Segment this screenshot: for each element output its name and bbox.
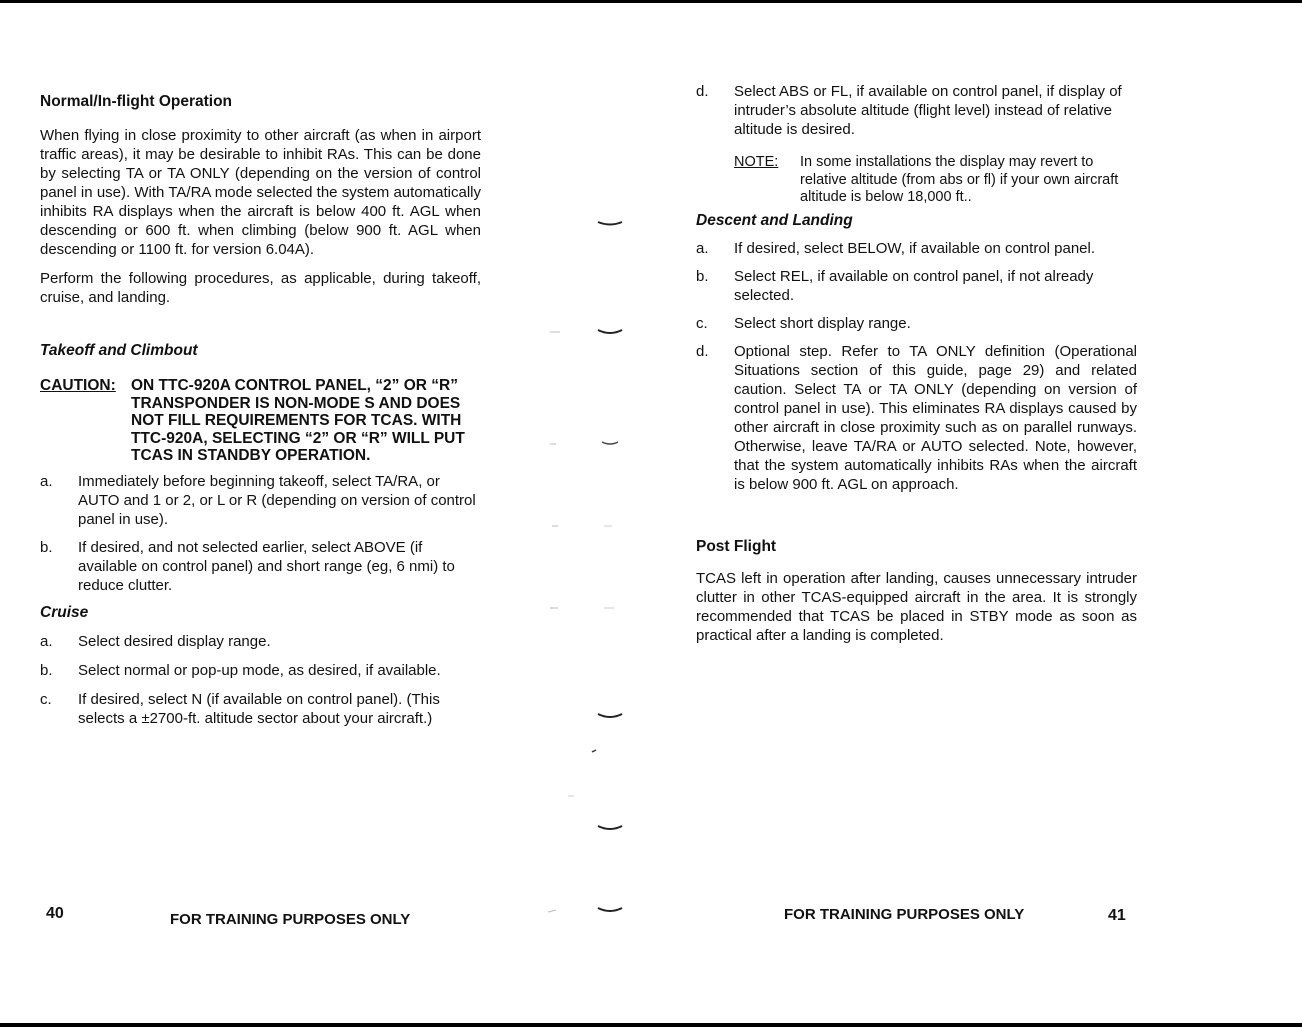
- list-item: [696, 239, 1137, 258]
- list-item: [40, 661, 481, 680]
- list-item-letter: d.: [696, 83, 709, 100]
- list-item: [40, 632, 481, 651]
- note-label: NOTE:: [734, 154, 779, 170]
- intro-paragraph: When flying in close proximity to other aircraft (as when in airport traffic areas), it may be desirable to inhibit RAs. This can be done by selecting TA or TA ONLY (depending on the version of control panel in use). With TA/RA mode selected the system automatically inhibits RA displays when the aircraft is below 400 ft. AGL when descending or 600 ft. when climbing (below 900 ft. AGL when descending or 1100 ft. for version 6.04A).: [40, 127, 481, 258]
- list-item-text: Select short display range.: [734, 314, 911, 332]
- section-heading-cruise: Cruise: [40, 603, 89, 621]
- list-item-text: If desired, select N (if available on control panel). (This selects a ±2700-ft. altitude sector about your aircraft.): [78, 690, 440, 727]
- post-flight-paragraph: TCAS left in operation after landing, causes unnecessary intruder clutter in other TCAS-equipped aircraft in the area. It is strongly recommended that TCAS be placed in STBY mode as soon as practical after a landing is completed.: [696, 569, 1137, 644]
- list-item-text: Select desired display range.: [78, 632, 271, 650]
- scan-speck: [548, 910, 556, 912]
- footer-text-right: FOR TRAINING PURPOSES ONLY: [784, 906, 1025, 923]
- list-item-letter: b.: [40, 661, 53, 679]
- page-number-right: 41: [1108, 907, 1126, 924]
- list-item-letter: c.: [696, 314, 708, 332]
- note-text: In some installations the display may revert to relative altitude (from abs or fl) if your own aircraft altitude is below 18,000 ft..: [800, 154, 1119, 205]
- list-item-letter: a.: [696, 239, 709, 257]
- footer-text-left: FOR TRAINING PURPOSES ONLY: [170, 911, 411, 928]
- list-item: [696, 342, 1137, 494]
- section-heading-takeoff: Takeoff and Climbout: [40, 342, 198, 359]
- list-item-letter: d.: [696, 342, 709, 360]
- list-item-text: Immediately before beginning takeoff, select TA/RA, or AUTO and 1 or 2, or L or R (depending on version of control panel in use).: [78, 472, 476, 528]
- procedures-paragraph: Perform the following procedures, as applicable, during takeoff, cruise, and landing.: [40, 270, 481, 306]
- list-item: [696, 314, 1137, 333]
- list-item-letter: c.: [40, 690, 52, 708]
- list-item-text: If desired, and not selected earlier, select ABOVE (if available on control panel) and short range (eg, 6 nmi) to reduce clutter.: [78, 538, 455, 594]
- section-heading-descent: Descent and Landing: [696, 211, 853, 229]
- list-item: [40, 538, 481, 595]
- binding-mark: [598, 714, 622, 717]
- list-item-letter: a.: [40, 472, 53, 490]
- binding-mark: [598, 826, 622, 829]
- list-item: [696, 82, 1137, 139]
- caution-block: [40, 377, 481, 465]
- top-border: [0, 0, 1302, 3]
- list-item-text: Select REL, if available on control panel, if not already selected.: [734, 267, 1094, 304]
- note-block: [734, 154, 1137, 207]
- bottom-border: [0, 1023, 1302, 1027]
- list-item-letter: b.: [696, 267, 709, 285]
- list-item-text: Optional step. Refer to TA ONLY definition (Operational Situations section of this guide, page 29) and related caution. Select TA or TA ONLY (depending on version of control panel in use). This eliminates RA displays caused by other aircraft in close proximity such as on parallel runways. Otherwise, leave TA/RA or AUTO selected. Note, however, that the system automatically inhibits RAs when the aircraft is below 900 ft. AGL on approach.: [734, 342, 1137, 493]
- binding-mark: [598, 222, 622, 225]
- section-heading-post-flight: Post Flight: [696, 537, 777, 555]
- list-item: [40, 472, 481, 529]
- binding-marks: [540, 200, 640, 930]
- list-item-text: Select ABS or FL, if available on control panel, if display of intruder’s absolute altitude (flight level) instead of relative altitude is desired.: [734, 83, 1122, 138]
- binding-mark: [598, 330, 622, 333]
- list-item-text: If desired, select BELOW, if available on control panel.: [734, 239, 1096, 257]
- caution-text: ON TTC-920A CONTROL PANEL, “2” OR “R” TRANSPONDER IS NON-MODE S AND DOES NOT FILL REQUIREMENTS FOR TCAS. WITH TTC-920A, SELECTING “2” OR “R” WILL PUT TCAS IN STANDBY OPERATION.: [131, 377, 465, 464]
- binding-mark: [598, 908, 622, 911]
- list-item-letter: a.: [40, 632, 53, 650]
- page-number-left: 40: [46, 905, 64, 922]
- caution-label: CAUTION:: [40, 377, 116, 394]
- list-item-text: Select normal or pop-up mode, as desired, if available.: [78, 661, 441, 679]
- binding-mark: [602, 442, 618, 444]
- scan-speck: [592, 750, 596, 752]
- list-item: [696, 267, 1137, 305]
- right-page: [696, 82, 1137, 645]
- list-item-letter: b.: [40, 538, 53, 556]
- left-page: [40, 92, 481, 728]
- section-heading-normal: Normal/In-flight Operation: [40, 93, 233, 110]
- list-item: [40, 690, 481, 728]
